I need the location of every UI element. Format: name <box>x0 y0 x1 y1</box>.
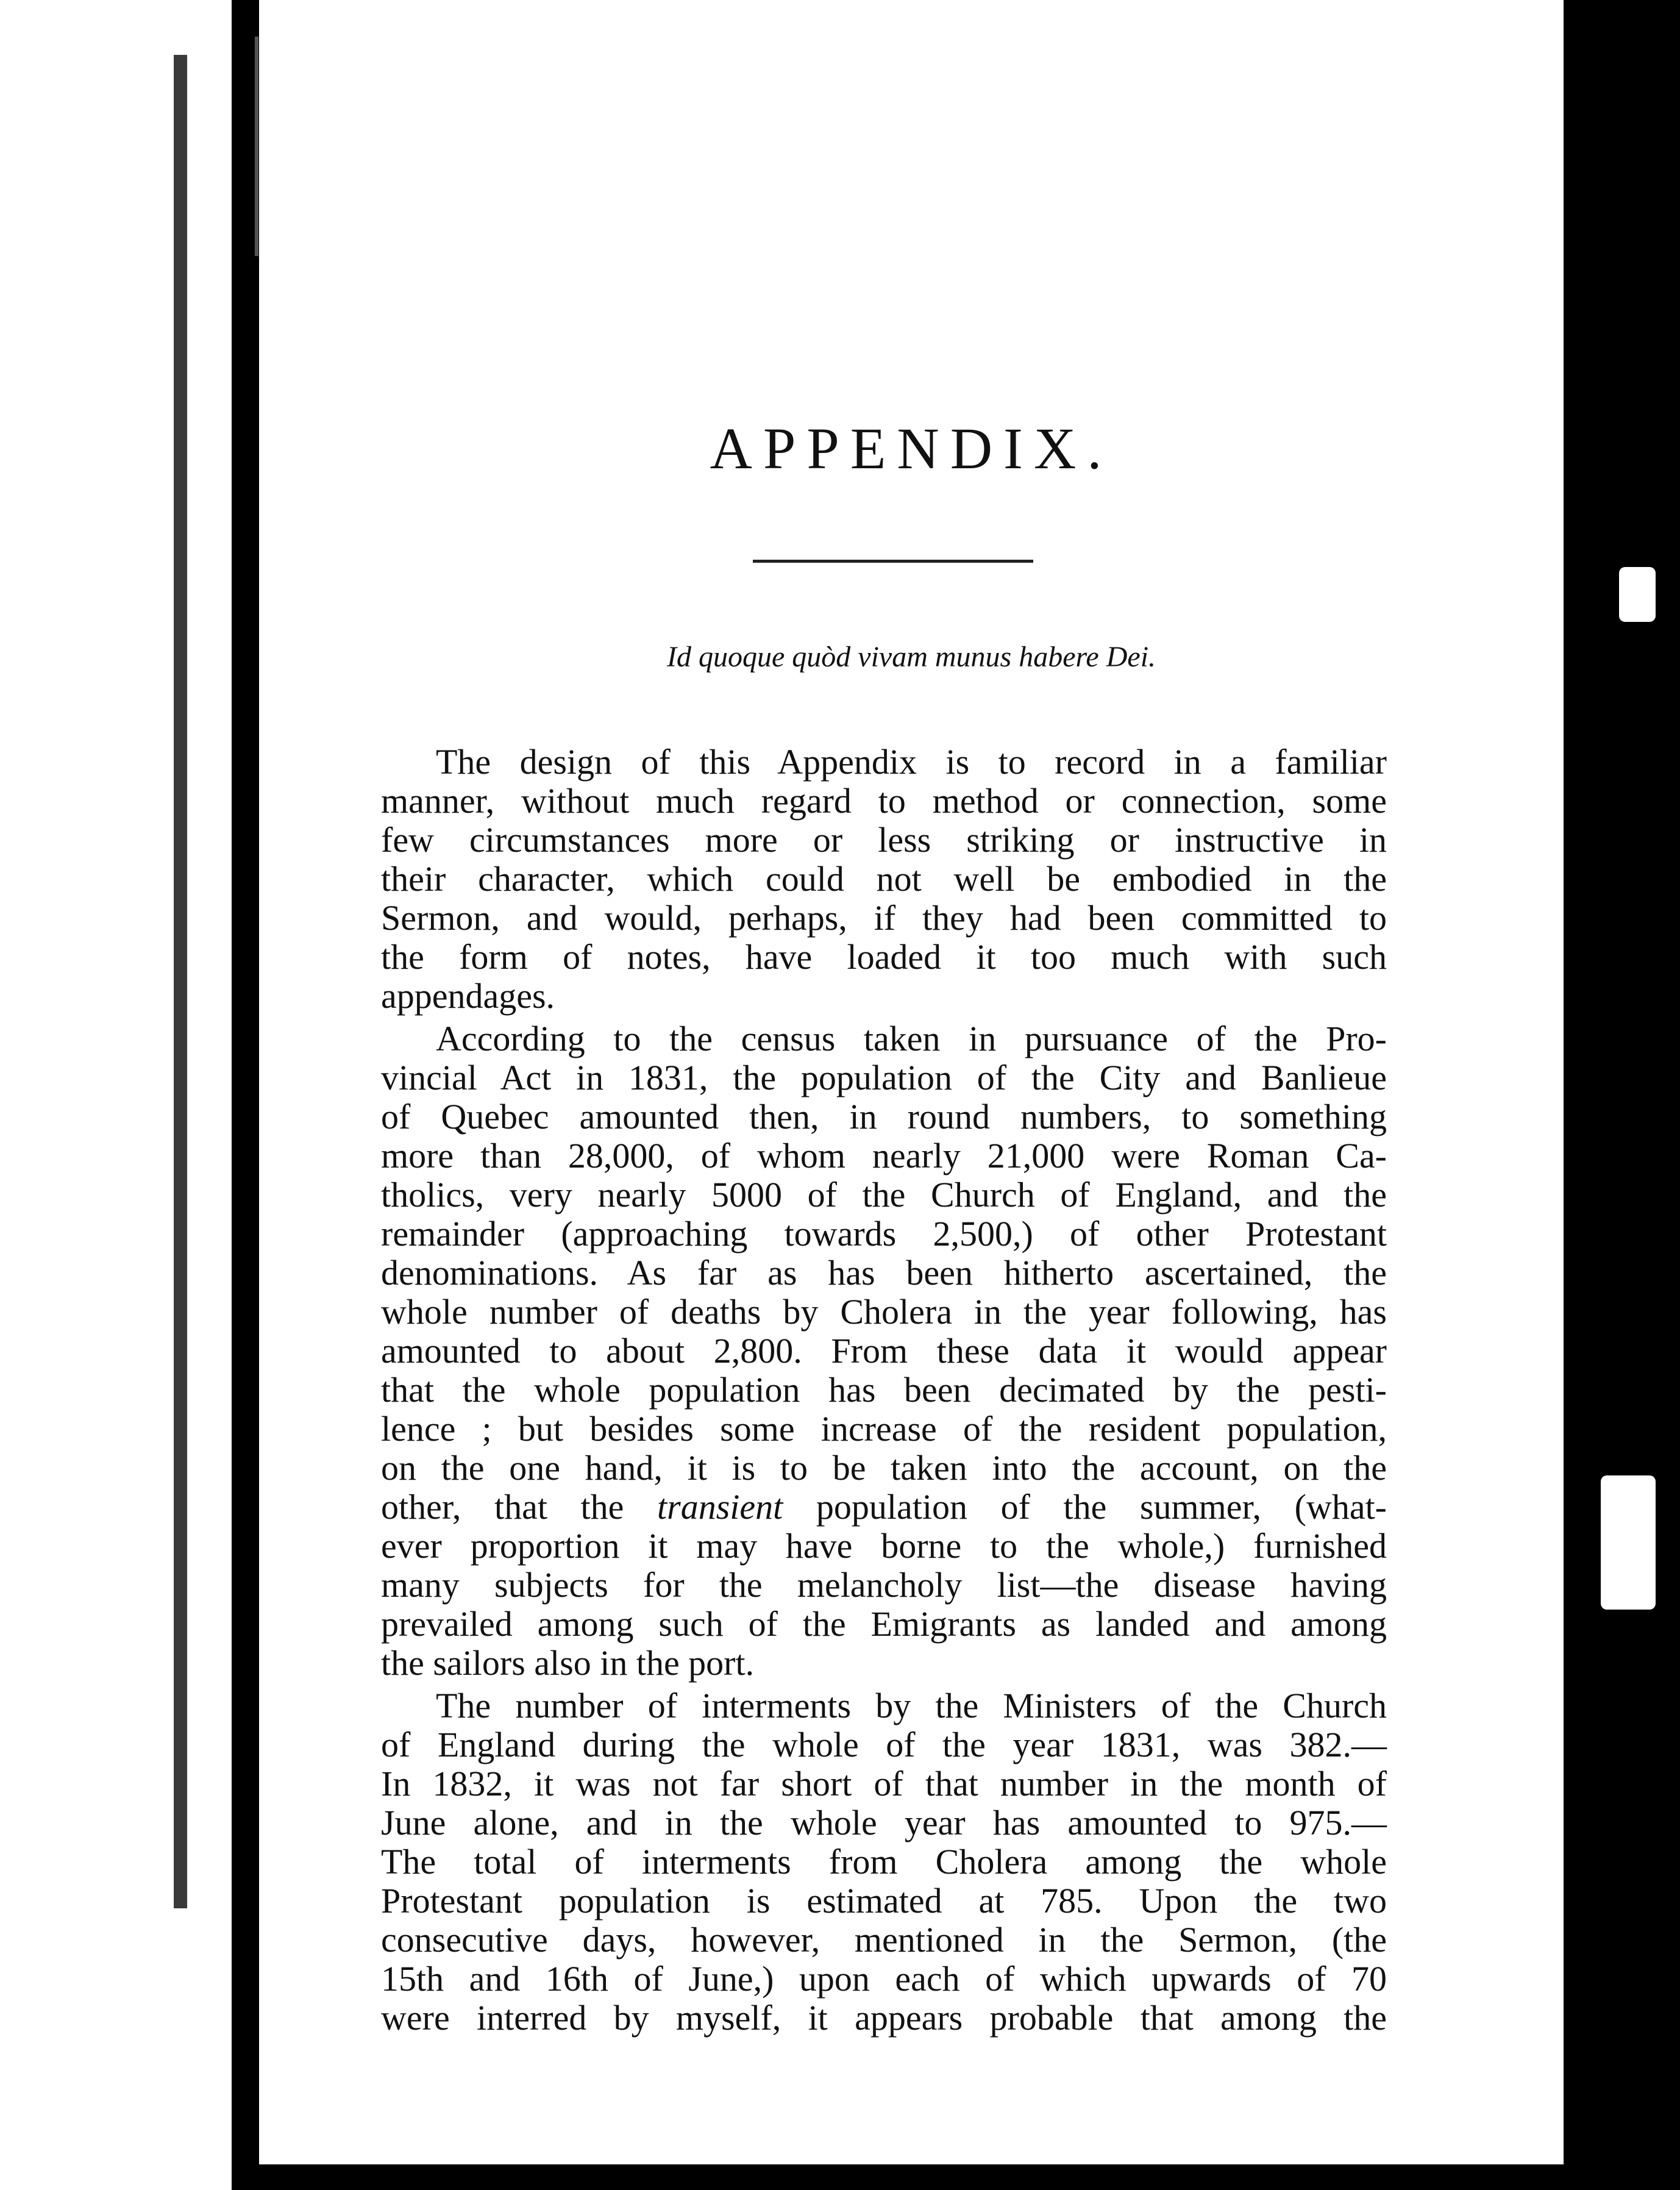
paragraph-1 <box>381 743 1387 1016</box>
text-line-with-italic <box>381 1488 1387 1527</box>
text-line: According to the census taken in pursuance of the Pro- <box>436 1019 1387 1058</box>
page <box>259 0 1564 2164</box>
text-line: of Quebec amounted then, in round numbers, to something <box>381 1097 1387 1136</box>
body-text <box>381 743 1387 2041</box>
text-line: tholics, very nearly 5000 of the Church of England, and the <box>381 1175 1387 1214</box>
text-line: vincial Act in 1831, the population of the City and Banlieue <box>381 1058 1387 1097</box>
text-line: were interred by myself, it appears probable that among the <box>381 1998 1387 2038</box>
text-line: The total of interments from Cholera among the whole <box>381 1842 1387 1881</box>
right-edge-speckle <box>1601 1475 1656 1610</box>
text-line: whole number of deaths by Cholera in the year following, has <box>381 1292 1387 1332</box>
text-line: The number of interments by the Ministers of the Church <box>436 1686 1387 1725</box>
text-line: many subjects for the melancholy list—the disease having <box>381 1565 1387 1605</box>
text-line: remainder (approaching towards 2,500,) of other Protestant <box>381 1214 1387 1254</box>
text-line: of England during the whole of the year 1831, was 382.— <box>381 1725 1387 1764</box>
italic-word: transient <box>657 1487 783 1527</box>
gutter-thin-line <box>255 37 258 256</box>
text-line: the form of notes, have loaded it too much with such <box>381 937 1387 977</box>
text-line: The design of this Appendix is to record in a familiar <box>436 742 1387 782</box>
text-line: manner, without much regard to method or connection, some <box>381 781 1387 821</box>
text-line: appendages. <box>381 976 555 1016</box>
text-line: few circumstances more or less striking or instructive in <box>381 820 1387 860</box>
text-line: ever proportion it may have borne to the whole,) furnished <box>381 1526 1387 1566</box>
text-line: consecutive days, however, mentioned in the Sermon, (the <box>381 1920 1387 1960</box>
right-edge-speckle <box>1619 567 1656 622</box>
text-line: lence ; but besides some increase of the resident population, <box>381 1409 1387 1449</box>
text-line: 15th and 16th of June,) upon each of which upwards of 70 <box>381 1959 1387 1999</box>
paragraph-2 <box>381 1019 1387 1683</box>
text-line: their character, which could not well be embodied in the <box>381 859 1387 899</box>
book-gutter-bar <box>174 55 187 1908</box>
left-page-edge <box>0 0 232 2190</box>
page-title: APPENDIX. <box>710 416 1113 481</box>
text-line: on the one hand, it is to be taken into the account, on the <box>381 1448 1387 1488</box>
epigraph: Id quoque quòd vivam munus habere Dei. <box>666 641 1156 673</box>
paragraph-3 <box>381 1686 1387 2038</box>
text-line: In 1832, it was not far short of that number in the month of <box>381 1764 1387 1803</box>
text-line: denominations. As far as has been hitherto ascertained, the <box>381 1253 1387 1293</box>
title-rule <box>753 560 1033 563</box>
text-line: amounted to about 2,800. From these data it would appear <box>381 1331 1387 1371</box>
text-line: Sermon, and would, perhaps, if they had been committed to <box>381 898 1387 938</box>
text-line: prevailed among such of the Emigrants as landed and among <box>381 1604 1387 1644</box>
text-line: Protestant population is estimated at 785. Upon the two <box>381 1881 1387 1921</box>
text-line: that the whole population has been decimated by the pesti- <box>381 1370 1387 1410</box>
text-segment: population of the summer, (what- <box>783 1487 1387 1527</box>
text-segment: other, that the <box>381 1487 658 1527</box>
text-line: June alone, and in the whole year has amounted to 975.— <box>381 1803 1387 1842</box>
text-line: the sailors also in the port. <box>381 1643 755 1683</box>
text-line: more than 28,000, of whom nearly 21,000 were Roman Ca- <box>381 1136 1387 1175</box>
